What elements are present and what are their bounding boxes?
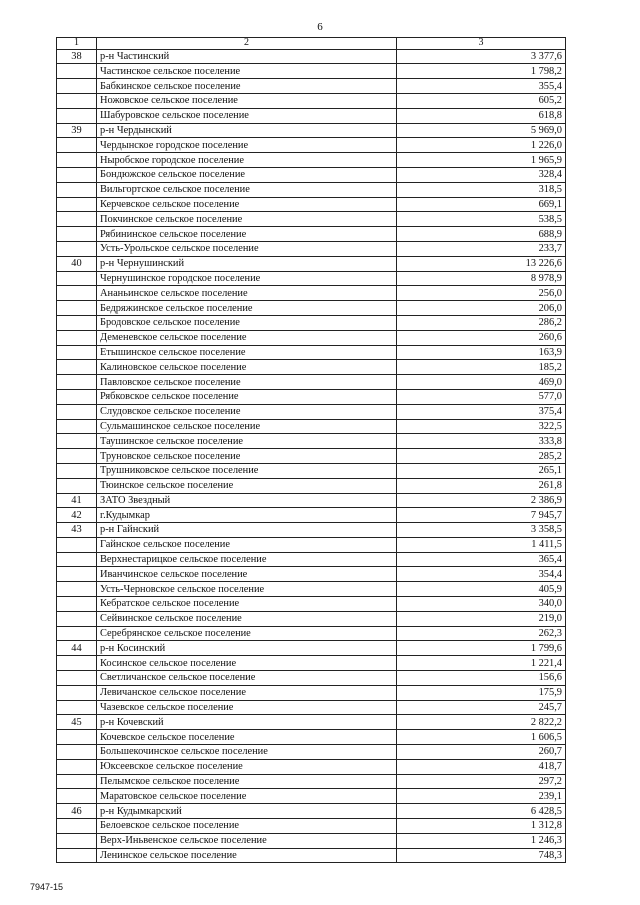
row-number bbox=[57, 212, 97, 227]
amount-value: 175,9 bbox=[397, 685, 566, 700]
amount-value: 3 358,5 bbox=[397, 523, 566, 538]
amount-value: 7 945,7 bbox=[397, 508, 566, 523]
table-row bbox=[57, 330, 566, 345]
amount-value: 233,7 bbox=[397, 241, 566, 256]
table-row bbox=[57, 463, 566, 478]
amount-value: 1 799,6 bbox=[397, 641, 566, 656]
municipality-name: Калиновское сельское поселение bbox=[97, 360, 397, 375]
municipality-name: Белоевское сельское поселение bbox=[97, 819, 397, 834]
municipality-name: Рябковское сельское поселение bbox=[97, 389, 397, 404]
row-number bbox=[57, 360, 97, 375]
table-row bbox=[57, 493, 566, 508]
table-row bbox=[57, 745, 566, 760]
row-number bbox=[57, 286, 97, 301]
table-row bbox=[57, 833, 566, 848]
table-row bbox=[57, 611, 566, 626]
row-number bbox=[57, 93, 97, 108]
row-number bbox=[57, 79, 97, 94]
footer-code: 7947-15 bbox=[30, 882, 64, 892]
amount-value: 6 428,5 bbox=[397, 804, 566, 819]
table-row bbox=[57, 715, 566, 730]
table-row bbox=[57, 685, 566, 700]
municipality-name: Керчевское сельское поселение bbox=[97, 197, 397, 212]
amount-value: 245,7 bbox=[397, 700, 566, 715]
amount-value: 8 978,9 bbox=[397, 271, 566, 286]
amount-value: 1 606,5 bbox=[397, 730, 566, 745]
amount-value: 688,9 bbox=[397, 227, 566, 242]
amount-value: 328,4 bbox=[397, 167, 566, 182]
amount-value: 1 226,0 bbox=[397, 138, 566, 153]
row-number bbox=[57, 449, 97, 464]
amount-value: 333,8 bbox=[397, 434, 566, 449]
municipality-name: Ножовское сельское поселение bbox=[97, 93, 397, 108]
row-number bbox=[57, 227, 97, 242]
table-row bbox=[57, 434, 566, 449]
table-row bbox=[57, 227, 566, 242]
amount-value: 286,2 bbox=[397, 315, 566, 330]
amount-value: 219,0 bbox=[397, 611, 566, 626]
municipality-name: р-н Чердынский bbox=[97, 123, 397, 138]
amount-value: 340,0 bbox=[397, 597, 566, 612]
row-number: 43 bbox=[57, 523, 97, 538]
table-row bbox=[57, 256, 566, 271]
table-row bbox=[57, 182, 566, 197]
municipality-name: Иванчинское сельское поселение bbox=[97, 567, 397, 582]
amount-value: 5 969,0 bbox=[397, 123, 566, 138]
table-row bbox=[57, 389, 566, 404]
municipality-name: р-н Гайнский bbox=[97, 523, 397, 538]
table-row bbox=[57, 404, 566, 419]
amount-value: 261,8 bbox=[397, 478, 566, 493]
row-number bbox=[57, 730, 97, 745]
municipality-name: Сейвинское сельское поселение bbox=[97, 611, 397, 626]
row-number bbox=[57, 789, 97, 804]
row-number bbox=[57, 537, 97, 552]
row-number bbox=[57, 138, 97, 153]
amount-value: 297,2 bbox=[397, 774, 566, 789]
amount-value: 2 386,9 bbox=[397, 493, 566, 508]
municipality-name: Пелымское сельское поселение bbox=[97, 774, 397, 789]
row-number: 42 bbox=[57, 508, 97, 523]
amount-value: 1 965,9 bbox=[397, 153, 566, 168]
amount-value: 538,5 bbox=[397, 212, 566, 227]
row-number: 45 bbox=[57, 715, 97, 730]
table-row bbox=[57, 804, 566, 819]
municipality-name: Ленинское сельское поселение bbox=[97, 848, 397, 863]
municipality-name: р-н Чернушинский bbox=[97, 256, 397, 271]
amount-value: 669,1 bbox=[397, 197, 566, 212]
row-number bbox=[57, 700, 97, 715]
table-row bbox=[57, 123, 566, 138]
municipality-name: р-н Косинский bbox=[97, 641, 397, 656]
table-row bbox=[57, 153, 566, 168]
row-number bbox=[57, 197, 97, 212]
municipality-name: Верхнестарицкое сельское поселение bbox=[97, 552, 397, 567]
table-header-row bbox=[57, 38, 566, 50]
table-row bbox=[57, 567, 566, 582]
row-number bbox=[57, 345, 97, 360]
table-row bbox=[57, 375, 566, 390]
amount-value: 260,7 bbox=[397, 745, 566, 760]
row-number bbox=[57, 315, 97, 330]
municipality-name: Бондюжское сельское поселение bbox=[97, 167, 397, 182]
row-number bbox=[57, 167, 97, 182]
row-number bbox=[57, 848, 97, 863]
municipality-name: Слудовское сельское поселение bbox=[97, 404, 397, 419]
municipality-name: Серебрянское сельское поселение bbox=[97, 626, 397, 641]
municipality-name: Маратовское сельское поселение bbox=[97, 789, 397, 804]
table-row bbox=[57, 774, 566, 789]
municipality-name: Бедряжинское сельское поселение bbox=[97, 301, 397, 316]
amount-value: 469,0 bbox=[397, 375, 566, 390]
table-row bbox=[57, 49, 566, 64]
row-number bbox=[57, 271, 97, 286]
table-row bbox=[57, 759, 566, 774]
municipality-name: Усть-Урольское сельское поселение bbox=[97, 241, 397, 256]
table-row bbox=[57, 700, 566, 715]
municipality-name: Тюинское сельское поселение bbox=[97, 478, 397, 493]
municipality-name: Етышинское сельское поселение bbox=[97, 345, 397, 360]
row-number bbox=[57, 774, 97, 789]
municipality-name: Частинское сельское поселение bbox=[97, 64, 397, 79]
table-row bbox=[57, 345, 566, 360]
municipality-name: Усть-Черновское сельское поселение bbox=[97, 582, 397, 597]
table-row bbox=[57, 523, 566, 538]
row-number bbox=[57, 434, 97, 449]
row-number bbox=[57, 745, 97, 760]
table-body bbox=[57, 49, 566, 863]
row-number bbox=[57, 375, 97, 390]
row-number bbox=[57, 597, 97, 612]
amount-value: 285,2 bbox=[397, 449, 566, 464]
row-number bbox=[57, 552, 97, 567]
table-row bbox=[57, 671, 566, 686]
municipality-name: Чазевское сельское поселение bbox=[97, 700, 397, 715]
amount-value: 256,0 bbox=[397, 286, 566, 301]
row-number bbox=[57, 833, 97, 848]
amount-value: 1 798,2 bbox=[397, 64, 566, 79]
municipality-name: р-н Кочевский bbox=[97, 715, 397, 730]
municipality-name: Трушниковское сельское поселение bbox=[97, 463, 397, 478]
column-header-name: 2 bbox=[97, 38, 397, 50]
table-row bbox=[57, 93, 566, 108]
municipality-name: Деменевское сельское поселение bbox=[97, 330, 397, 345]
table-row bbox=[57, 478, 566, 493]
municipality-name: Покчинское сельское поселение bbox=[97, 212, 397, 227]
row-number bbox=[57, 759, 97, 774]
amount-value: 748,3 bbox=[397, 848, 566, 863]
municipality-name: р-н Кудымкарский bbox=[97, 804, 397, 819]
table-row bbox=[57, 315, 566, 330]
municipality-name: Шабуровское сельское поселение bbox=[97, 108, 397, 123]
row-number bbox=[57, 64, 97, 79]
table-row bbox=[57, 301, 566, 316]
table-row bbox=[57, 271, 566, 286]
row-number bbox=[57, 671, 97, 686]
table-row bbox=[57, 848, 566, 863]
amount-value: 3 377,6 bbox=[397, 49, 566, 64]
row-number: 38 bbox=[57, 49, 97, 64]
row-number bbox=[57, 404, 97, 419]
municipality-name: Большекочинское сельское поселение bbox=[97, 745, 397, 760]
table-row bbox=[57, 582, 566, 597]
municipality-name: Юксеевское сельское поселение bbox=[97, 759, 397, 774]
column-header-value: 3 bbox=[397, 38, 566, 50]
municipality-name: Левичанское сельское поселение bbox=[97, 685, 397, 700]
municipality-name: г.Кудымкар bbox=[97, 508, 397, 523]
municipality-name: Гайнское сельское поселение bbox=[97, 537, 397, 552]
table-row bbox=[57, 79, 566, 94]
table-row bbox=[57, 508, 566, 523]
table-row bbox=[57, 108, 566, 123]
table-row bbox=[57, 552, 566, 567]
municipality-name: Рябининское сельское поселение bbox=[97, 227, 397, 242]
municipality-name: Сульмашинское сельское поселение bbox=[97, 419, 397, 434]
municipality-name: Бродовское сельское поселение bbox=[97, 315, 397, 330]
municipality-name: Кебратское сельское поселение bbox=[97, 597, 397, 612]
row-number bbox=[57, 582, 97, 597]
amount-value: 262,3 bbox=[397, 626, 566, 641]
amount-value: 605,2 bbox=[397, 93, 566, 108]
amount-value: 206,0 bbox=[397, 301, 566, 316]
row-number bbox=[57, 626, 97, 641]
municipality-name: Ныробское городское поселение bbox=[97, 153, 397, 168]
amount-value: 260,6 bbox=[397, 330, 566, 345]
municipality-name: Ананьинское сельское поселение bbox=[97, 286, 397, 301]
row-number bbox=[57, 463, 97, 478]
budget-table bbox=[56, 37, 566, 863]
row-number bbox=[57, 241, 97, 256]
row-number: 40 bbox=[57, 256, 97, 271]
column-header-number: 1 bbox=[57, 38, 97, 50]
row-number: 41 bbox=[57, 493, 97, 508]
row-number: 39 bbox=[57, 123, 97, 138]
table-row bbox=[57, 626, 566, 641]
amount-value: 318,5 bbox=[397, 182, 566, 197]
municipality-name: Таушинское сельское поселение bbox=[97, 434, 397, 449]
table-row bbox=[57, 789, 566, 804]
amount-value: 577,0 bbox=[397, 389, 566, 404]
amount-value: 13 226,6 bbox=[397, 256, 566, 271]
table-row bbox=[57, 537, 566, 552]
amount-value: 418,7 bbox=[397, 759, 566, 774]
row-number bbox=[57, 153, 97, 168]
amount-value: 618,8 bbox=[397, 108, 566, 123]
amount-value: 375,4 bbox=[397, 404, 566, 419]
row-number bbox=[57, 685, 97, 700]
table-row bbox=[57, 819, 566, 834]
municipality-name: Труновское сельское поселение bbox=[97, 449, 397, 464]
amount-value: 265,1 bbox=[397, 463, 566, 478]
row-number bbox=[57, 567, 97, 582]
municipality-name: Кочевское сельское поселение bbox=[97, 730, 397, 745]
amount-value: 2 822,2 bbox=[397, 715, 566, 730]
row-number bbox=[57, 656, 97, 671]
table-row bbox=[57, 167, 566, 182]
municipality-name: Чернушинское городское поселение bbox=[97, 271, 397, 286]
row-number bbox=[57, 182, 97, 197]
amount-value: 1 246,3 bbox=[397, 833, 566, 848]
page-number: 6 bbox=[317, 21, 323, 33]
amount-value: 405,9 bbox=[397, 582, 566, 597]
municipality-name: р-н Частинский bbox=[97, 49, 397, 64]
municipality-name: Чердынское городское поселение bbox=[97, 138, 397, 153]
municipality-name: ЗАТО Звездный bbox=[97, 493, 397, 508]
row-number bbox=[57, 330, 97, 345]
municipality-name: Бабкинское сельское поселение bbox=[97, 79, 397, 94]
row-number: 44 bbox=[57, 641, 97, 656]
row-number bbox=[57, 301, 97, 316]
table-row bbox=[57, 138, 566, 153]
table-row bbox=[57, 241, 566, 256]
table-row bbox=[57, 641, 566, 656]
row-number bbox=[57, 819, 97, 834]
table-row bbox=[57, 212, 566, 227]
amount-value: 354,4 bbox=[397, 567, 566, 582]
table-row bbox=[57, 64, 566, 79]
amount-value: 156,6 bbox=[397, 671, 566, 686]
municipality-name: Светличанское сельское поселение bbox=[97, 671, 397, 686]
municipality-name: Верх-Иньвенское сельское поселение bbox=[97, 833, 397, 848]
amount-value: 239,1 bbox=[397, 789, 566, 804]
amount-value: 1 312,8 bbox=[397, 819, 566, 834]
municipality-name: Косинское сельское поселение bbox=[97, 656, 397, 671]
row-number bbox=[57, 478, 97, 493]
table-row bbox=[57, 286, 566, 301]
table-row bbox=[57, 197, 566, 212]
amount-value: 185,2 bbox=[397, 360, 566, 375]
table-row bbox=[57, 360, 566, 375]
row-number bbox=[57, 419, 97, 434]
table-row bbox=[57, 597, 566, 612]
table-row bbox=[57, 419, 566, 434]
amount-value: 355,4 bbox=[397, 79, 566, 94]
table-row bbox=[57, 730, 566, 745]
amount-value: 322,5 bbox=[397, 419, 566, 434]
row-number: 46 bbox=[57, 804, 97, 819]
table-row bbox=[57, 449, 566, 464]
row-number bbox=[57, 108, 97, 123]
municipality-name: Вильгортское сельское поселение bbox=[97, 182, 397, 197]
row-number bbox=[57, 611, 97, 626]
amount-value: 1 221,4 bbox=[397, 656, 566, 671]
table-row bbox=[57, 656, 566, 671]
amount-value: 365,4 bbox=[397, 552, 566, 567]
municipality-name: Павловское сельское поселение bbox=[97, 375, 397, 390]
amount-value: 163,9 bbox=[397, 345, 566, 360]
amount-value: 1 411,5 bbox=[397, 537, 566, 552]
row-number bbox=[57, 389, 97, 404]
